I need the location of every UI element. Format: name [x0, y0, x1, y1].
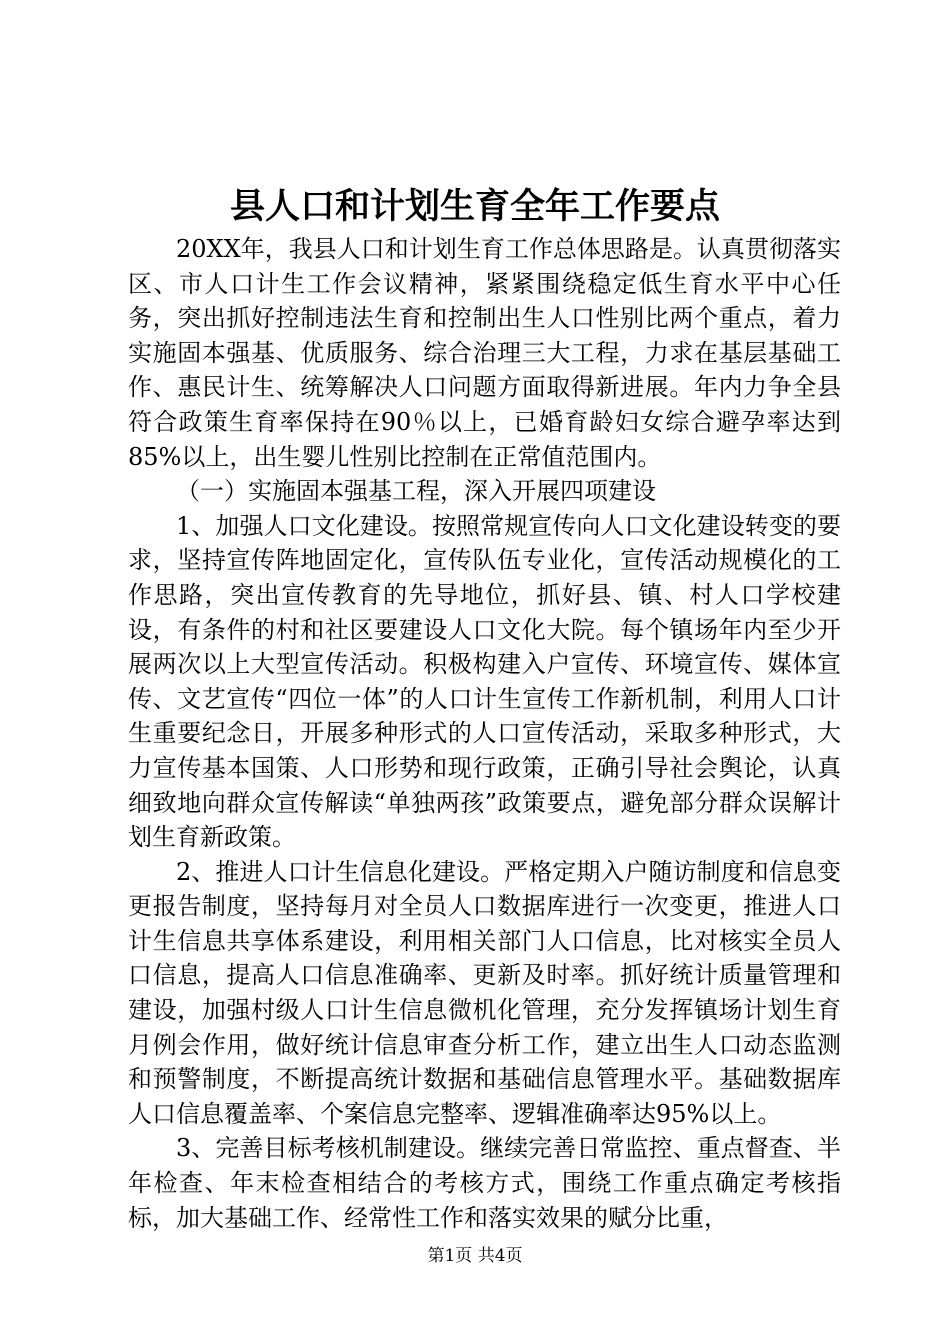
paragraph-item-3: 3、完善目标考核机制建设。继续完善日常监控、重点督查、半年检查、年末检查相结合的考核方式，围绕工作重点确定考核指标，加大基础工作、经常性工作和落实效果的赋分比重，: [128, 1134, 841, 1232]
document-body: [128, 232, 841, 1235]
paragraph-item-2: 2、推进人口计生信息化建设。严格定期入户随访制度和信息变更报告制度，坚持每月对全员人口数据库进行一次变更，推进人口计生信息共享体系建设，利用相关部门人口信息，比对核实全员人口信息，提高人口信息准确率、更新及时率。抓好统计质量管理和建设，加强村级人口计生信息微机化管理，充分发挥镇场计划生育月例会作用，做好统计信息审查分析工作，建立出生人口动态监测和预警制度，不断提高统计数据和基础信息管理水平。基础数据库人口信息覆盖率、个案信息完整率、逻辑准确率达95%以上。: [128, 857, 841, 1128]
page-number-footer: 第1页 共4页: [427, 1246, 523, 1266]
document-title: 县人口和计划生育全年工作要点: [229, 186, 720, 227]
paragraph-intro: 20XX年，我县人口和计划生育工作总体思路是。认真贯彻落实区、市人口计生工作会议精神，紧紧围绕稳定低生育水平中心任务，突出抓好控制违法生育和控制出生人口性别比两个重点，着力实施固本强基、优质服务、综合治理三大工程，力求在基层基础工作、惠民计生、统筹解决人口问题方面取得新进展。年内力争全县符合政策生育率保持在90％以上，已婚育龄妇女综合避孕率达到85%以上，出生婴儿性别比控制在正常值范围内。: [128, 235, 841, 471]
paragraph-item-1: 1、加强人口文化建设。按照常规宣传向人口文化建设转变的要求，坚持宣传阵地固定化，宣传队伍专业化，宣传活动规模化的工作思路，突出宣传教育的先导地位，抓好县、镇、村人口学校建设，有条件的村和社区要建设人口文化大院。每个镇场年内至少开展两次以上大型宣传活动。积极构建入户宣传、环境宣传、媒体宣传、文艺宣传“四位一体”的人口计生宣传工作新机制，利用人口计生重要纪念日，开展多种形式的人口宣传活动，采取多种形式，大力宣传基本国策、人口形势和现行政策，正确引导社会舆论，认真细致地向群众宣传解读“单独两孩”政策要点，避免部分群众误解计划生育新政策。: [128, 511, 841, 852]
paragraph-section-heading: （一）实施固本强基工程，深入开展四项建设: [176, 477, 656, 506]
